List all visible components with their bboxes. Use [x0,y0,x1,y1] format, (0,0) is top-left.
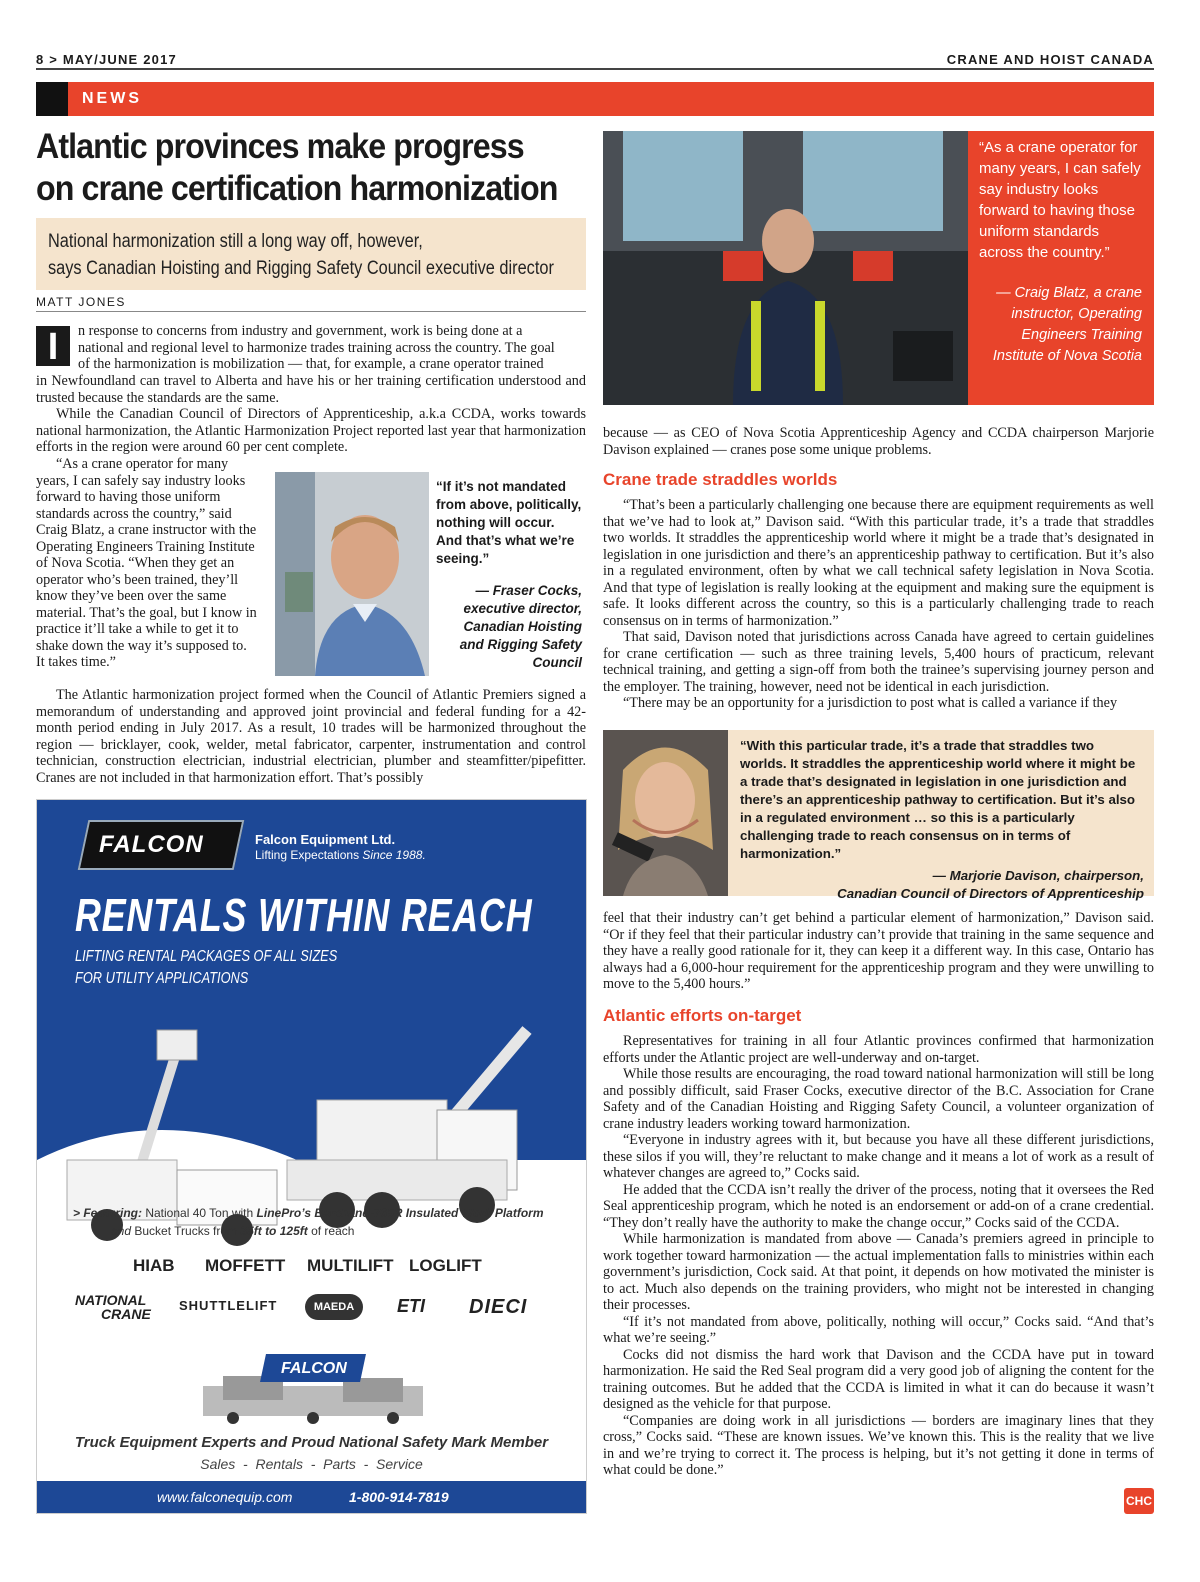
ad-feat-5: 35ft to 125ft [240,1224,308,1238]
publication-name: CRANE AND HOIST CANADA [946,52,1154,67]
subhead-atlantic-efforts: Atlantic efforts on-target [603,1006,802,1025]
paragraph: “Everyone in industry agrees with it, but because you have all these different jurisdictions, these silos if you will, they’re reluctant to make change and it means a lot of work as a result of whatever changes are agreed to,” Cocks said. [603,1132,1154,1181]
section-banner [36,82,1154,116]
ad-website[interactable]: www.falconequip.com [157,1489,293,1505]
brand-maeda: MAEDA [305,1294,363,1320]
brand-hiab: HIAB [133,1256,175,1275]
deck-line-1: National harmonization still a long way off, however, [48,231,423,252]
pull-quote-attribution-1: — Marjorie Davison, chairperson, [932,868,1144,883]
paragraph: The Atlantic harmonization project formed when the Council of Atlantic Premiers signed a memorandum of understanding and approved joint provincial and federal funding for a 42-month period ending in July 2017. As a result, 10 trades will be harmonized throughout the region — bricklayer, cook, welder, metal fabricator, carpenter, instrumentation and control technician, construction electrician, industrial electrician, plumber and steamfitter/pipefitter. Cranes are not included in that harmonization effort. That’s possibly [36,687,586,786]
ad-services: Sales - Rentals - Parts - Service [200,1456,423,1472]
craig-blatz-photo [603,131,968,405]
ad-feat-prefix: > Featuring: [73,1206,146,1220]
crane-cab-illustration [603,131,968,405]
ad-headline: RENTALS WITHIN REACH [75,889,533,941]
portrait-illustration [603,730,728,896]
paragraph: While harmonization is mandated from above — Canada’s premiers agreed in principle to work together toward harmonization — the actual implementation falls to ministries within each government’s jurisdiction, Cock said. At that point, it depends on how motivated the minister is to act. Much also depends on the training providers, who might not be interested in changing their processes. [603,1231,1154,1313]
brand-national: NATIONAL [75,1292,147,1308]
col1-body-bottom [36,687,586,786]
portrait-illustration [275,472,429,676]
section-banner-tab [36,82,68,116]
intro-line-3: of the harmonization is mobilization — that, for example, a crane operator trained [78,356,544,372]
ad-contact-bar [37,1481,586,1513]
paragraph: “As a crane operator for many years, I can safely say industry looks forward to having those uniform standards across the country,” said Craig Blatz, a crane instructor with the Operating Engineers Training Institute of Nova Scotia. “When they get an operator who’s been trained, they’ll know they’ve been over the same material. That’s the goal, but I know in practice it’ll take a while to get it to shake down the way it’s supposed to. It takes time.” [36,456,257,670]
paragraph: because — as CEO of Nova Scotia Apprenticeship Agency and CCDA chairperson Marjorie Davison explained — cranes pose some unique problems. [603,425,1154,458]
pull-quote-cocks [436,478,582,672]
brand-dieci: DIECI [469,1296,528,1318]
pull-quote-attribution-2: Canadian Council of Directors of Apprenticeship [837,886,1144,901]
paragraph: That said, Davison noted that jurisdictions across Canada have agreed to certain guidelines for crane certification — such as three training levels, 5,400 hours of practicum, relevant technical training, and getting a sign-off from both the trainee’s supervising journey person and the employer. The training, however, need not be identical in each jurisdiction. [603,629,1154,695]
paragraph: “Companies are doing work in all jurisdictions — borders are imaginary lines that they cross,” Cocks said. “These are known issues. We’ve known this. This is the reality that we live in and we’re trying to correct it. The process is helping, but it’s not getting it done in terms of what could be done.” [603,1412,1154,1478]
col2-body-3 [603,1033,1154,1479]
paragraph: feel that their industry can’t get behind a particular element of harmonization,” Davison said. “Or if they feel that their particular industry can’t provide that training in the same sequence and they have a really good rationale for it, they can keep it a different way. In this case, Ontario has always had a 6,000-hour requirement for the apprenticeship program and they were unwilling to move to the 5,400 hours.” [603,910,1154,992]
headline [36,126,558,210]
falcon-logo-text: FALCON [99,831,204,858]
pull-quote-attribution: — Fraser Cocks, executive director, Canadian Hoisting and Rigging Safety Council [459,583,582,670]
ad-company: Falcon Equipment Ltd. [255,832,396,847]
ad-feat-6: of reach [307,1224,355,1238]
subhead-crane-trade: Crane trade straddles worlds [603,470,838,489]
intro-lines [78,323,586,373]
falcon-advertisement[interactable] [36,799,587,1514]
brand-crane: CRANE [101,1306,151,1322]
ad-feat-2: LinePro’s Barehand-765R Insulated Work Platform [256,1206,544,1220]
col1-body-top [36,373,586,456]
headline-line-1: Atlantic provinces make progress [36,127,524,166]
col2-body-1 [603,497,1154,712]
section-label: NEWS [82,90,142,107]
drop-cap: I [36,326,70,366]
paragraph: “That’s been a particularly challenging one because there are equipment requirements as well that we’ve had to look at,” Davison said. “With this particular trade, it’s a trade that straddles two worlds. It straddles the apprenticeship world where it might be a trade that’s designated in legislation in one jurisdiction and there’s an apprenticeship pathway to certification. But it’s also in a regulated environment, often by what we call technical safety legislation in Nova Scotia. And that type of legislation is really looking at the equipment and making sure the equipment is safe. It looks different across the country, so this is a particularly challenging trade to reach consensus on in terms of harmonization.” [603,497,1154,629]
headline-line-2: on crane certification harmonization [36,169,558,208]
col1-narrow [36,456,258,671]
ad-tagline-b: Since 1988. [362,848,426,862]
ad-subheadline [75,946,337,990]
ad-feat-4: Bucket Trucks from [131,1224,241,1238]
fraser-cocks-photo [275,472,429,676]
brand-loglift: LOGLIFT [409,1256,482,1275]
page-header [36,50,1154,70]
pull-quote-text: “As a crane operator for many years, I can safely say industry looks forward to having those uniform standards across the country.” [979,139,1141,261]
intro-line-1: n response to concerns from industry and government, work is being done at a [78,323,523,339]
ad-featuring [73,1204,573,1240]
end-mark-logo: CHC [1124,1488,1154,1514]
paragraph: While those results are encouraging, the road toward national harmonization will still be long and possibly difficult, said Fraser Cocks, executive director of the B.C. Association for Crane Safety and of the Canadian Hoisting and Rigging Safety Council, a volunteer organization of crane industry leaders working toward harmonization. [603,1066,1154,1132]
falcon-logo-small-text: FALCON [281,1360,347,1377]
marjorie-davison-photo [603,730,728,896]
paragraph: He added that the CCDA isn’t really the driver of the process, noting that it oversees the Red Seal apprenticeship program, which he noted is an endorsement or add-on of a crane credential. “They don’t really have the authority to make the change occur,” Cocks said of the CCDA. [603,1181,1154,1231]
ad-phone[interactable]: 1-800-914-7819 [349,1489,449,1505]
paragraph: While the Canadian Council of Directors of Apprenticeship, a.k.a CCDA, works towards national harmonization, the Atlantic Harmonization Project reported last year that harmonization efforts in the region were around 60 per cent complete. [36,406,586,455]
ad-sub-line-1: LIFTING RENTAL PACKAGES OF ALL SIZES [75,948,338,965]
col2-continuation [603,425,1154,458]
pull-quote-attribution: — Craig Blatz, a crane instructor, Operating Engineers Training Institute of Nova Scotia [992,285,1142,364]
paragraph: “There may be an opportunity for a jurisdiction to post what is called a variance if they [623,695,1118,711]
paragraph: in Newfoundland can travel to Alberta and have his or her training certification understood and trusted because the standards are the same. [36,373,586,406]
brand-shuttlelift: SHUTTLELIFT [179,1298,278,1313]
pull-quote-blatz [968,131,1154,405]
pull-quote-text: “With this particular trade, it’s a trade that straddles two worlds. It straddles the apprenticeship world where it might be a trade that’s designated in legislation in one jurisdiction and there’s an apprenticeship pathway to certification. But it’s also in a regulated environment … so this is a particularly challenging trade to reach consensus on in terms of harmonization.” [740,738,1136,861]
deck [36,218,586,290]
page-issue: 8 > MAY/JUNE 2017 [36,52,177,67]
pull-quote-davison [728,730,1154,901]
brand-eti: ETI [397,1296,426,1316]
ad-slogan: Truck Equipment Experts and Proud National Safety Mark Member [74,1434,549,1451]
byline: MATT JONES [36,294,586,312]
col2-body-2 [603,910,1154,993]
brand-moffett: MOFFETT [205,1256,286,1275]
ad-feat-1: National 40 Ton with [145,1206,257,1220]
paragraph: Cocks did not dismiss the hard work that Davison and the CCDA have put in toward harmonization. He said the Red Seal program did a very good job of aligning the content for the training outcomes. But he added that the CCDA is limited in what it can do because it wasn’t designed as the vehicle for that purpose. [603,1346,1154,1412]
ad-tagline [255,848,426,862]
intro-line-2: national and regional level to harmonize trades training across the country. The goal [78,339,555,356]
paragraph: Representatives for training in all four Atlantic provinces confirmed that harmonization efforts under the Atlantic project are well-underway and on-target. [603,1033,1154,1066]
paragraph: “If it’s not mandated from above, politically, nothing will occur,” Cocks said. “And that’s what we’re seeing.” [603,1313,1154,1346]
ad-sub-line-2: FOR UTILITY APPLICATIONS [75,970,249,987]
ad-tagline-a: Lifting Expectations [255,848,363,862]
deck-line-2: says Canadian Hoisting and Rigging Safety Council executive director [48,258,554,279]
brand-multilift: MULTILIFT [307,1256,394,1275]
pull-quote-text: “If it’s not mandated from above, politically, nothing will occur. And that’s what we’re seeing.” [436,479,582,566]
ad-feat-3: and [111,1224,132,1238]
